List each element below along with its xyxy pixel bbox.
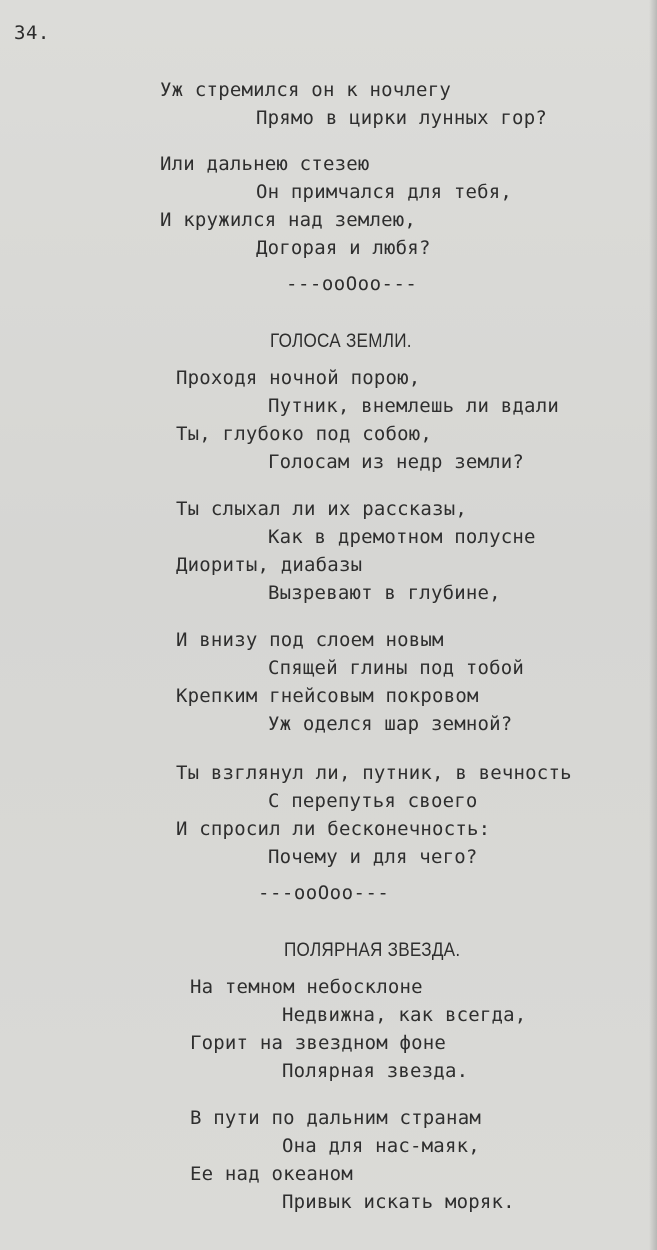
- poem-line: В пути по дальним странам: [190, 1107, 481, 1129]
- poem-line: Спящей глины под тобой: [268, 657, 525, 679]
- poem-line: Вызревают в глубине,: [268, 582, 501, 604]
- poem-line: Диориты, диабазы: [176, 554, 363, 576]
- poem-line: Привык искать моряк.: [282, 1191, 515, 1213]
- poem-line: Полярная звезда.: [282, 1060, 469, 1082]
- poem-line: Уж стремился он к ночлегу: [160, 79, 451, 101]
- poem-title: ГОЛОСА ЗЕМЛИ.: [270, 331, 412, 352]
- poem-line: Ты взглянул ли, путник, в вечность: [176, 762, 572, 784]
- section-separator: ---ооОоо---: [286, 273, 418, 295]
- page-number: 34.: [14, 22, 50, 44]
- poem-line: Ты, глубоко под собою,: [176, 423, 433, 445]
- poem-line: Ты слыхал ли их рассказы,: [176, 498, 467, 520]
- page-edge-shadow: [649, 0, 657, 1250]
- poem-line: Прямо в цирки лунных гор?: [256, 107, 547, 129]
- poem-line: С перепутья своего: [268, 790, 478, 812]
- poem-line: Крепким гнейсовым покровом: [176, 685, 479, 707]
- section-separator: ---ооОоо---: [258, 882, 390, 904]
- poem-line: Горит на звездном фоне: [190, 1032, 447, 1054]
- poem-line: Он примчался для тебя,: [256, 181, 513, 203]
- poem-line: Уж оделся шар земной?: [268, 713, 513, 735]
- poem-line: И кружился над землею,: [160, 209, 417, 231]
- poem-line: Недвижна, как всегда,: [282, 1004, 527, 1026]
- poem-line: И спросил ли бесконечность:: [176, 818, 491, 840]
- poem-line: Или дальнею стезею: [160, 153, 370, 175]
- poem-line: На темном небосклоне: [190, 976, 423, 998]
- poem-line: Она для нас-маяк,: [282, 1135, 480, 1157]
- poem-line: И внизу под слоем новым: [176, 629, 444, 651]
- poem-line: Проходя ночной порою,: [176, 367, 421, 389]
- poem-line: Догорая и любя?: [256, 237, 431, 259]
- poem-title: ПОЛЯРНАЯ ЗВЕЗДА.: [284, 940, 461, 961]
- poem-line: Как в дремотном полусне: [268, 526, 536, 548]
- poem-line: Почему и для чего?: [268, 846, 478, 868]
- poem-line: Путник, внемлешь ли вдали: [268, 395, 559, 417]
- poem-line: Ее над океаном: [190, 1163, 353, 1185]
- poem-line: Голосам из недр земли?: [268, 451, 525, 473]
